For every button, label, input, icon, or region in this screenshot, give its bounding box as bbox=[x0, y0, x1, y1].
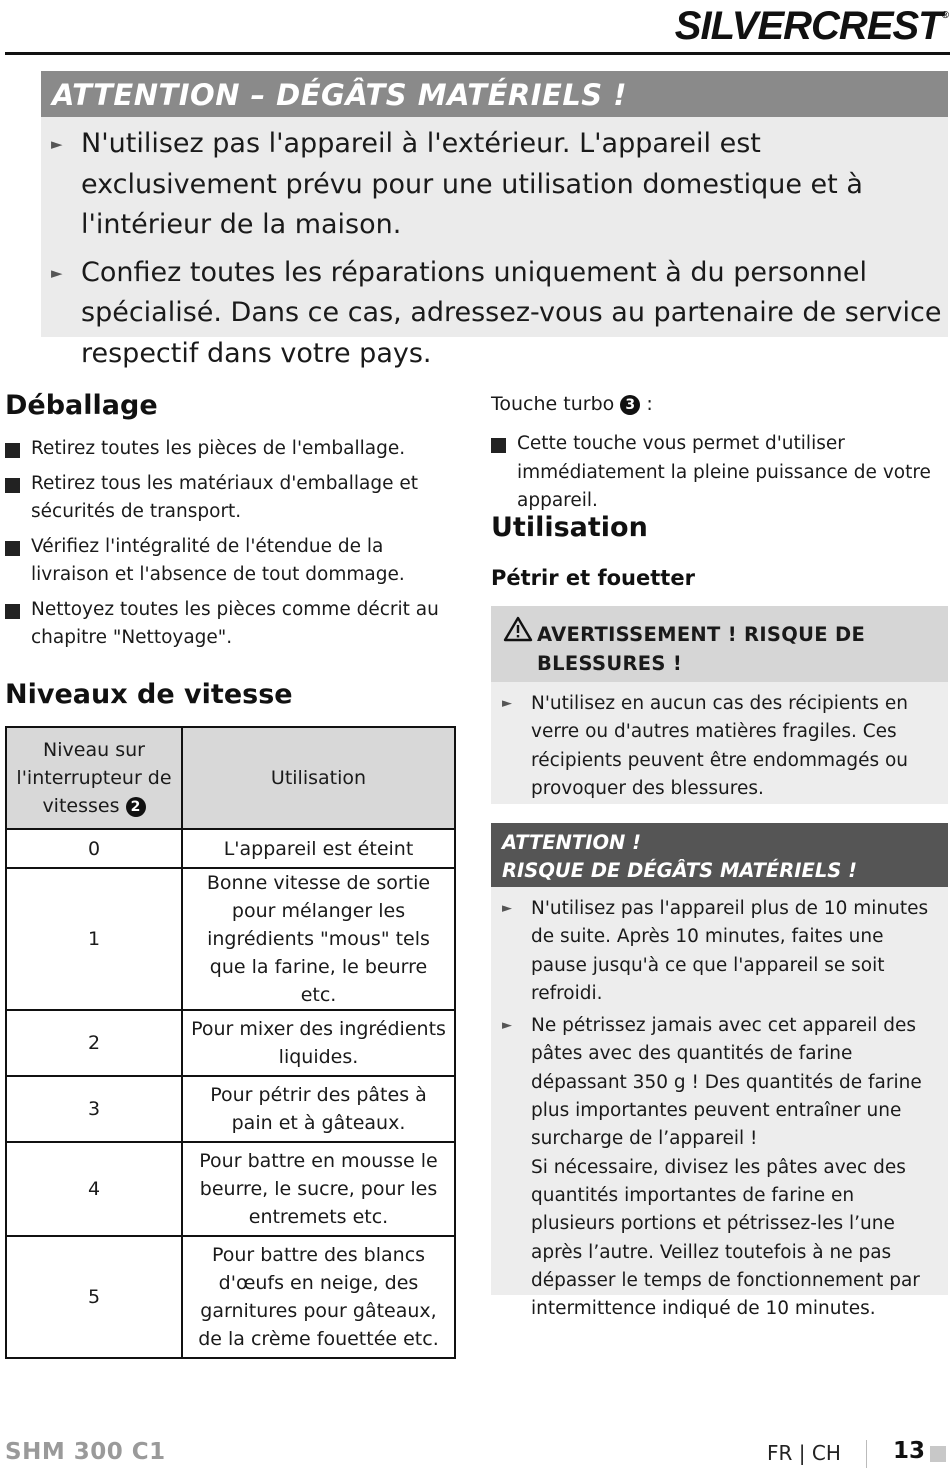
attention-title: ATTENTION – DÉGÂTS MATÉRIELS ! bbox=[41, 71, 948, 117]
arrow-icon: ► bbox=[51, 135, 63, 153]
table-cell-level: 3 bbox=[6, 1076, 182, 1142]
footer-square-icon bbox=[930, 1446, 946, 1462]
page-number: 13 bbox=[893, 1438, 926, 1464]
number-badge-icon: 3 bbox=[620, 395, 640, 415]
turbo-label: Touche turbo 3 : bbox=[491, 393, 653, 415]
list-item: ► Confiez toutes les réparations uniquement à du personnel spécialisé. Dans ce cas, adressez-vous au partenaire de service respectif dans votre pays. bbox=[41, 253, 948, 375]
list-item: Retirez toutes les pièces de l'emballage. bbox=[5, 435, 465, 464]
arrow-icon: ► bbox=[502, 901, 512, 916]
square-bullet-icon bbox=[491, 438, 506, 453]
square-bullet-icon bbox=[5, 478, 20, 493]
list-item: ► Ne pétrissez jamais avec cet appareil des pâtes avec des quantités de farine dépassant 350 g ! Des quantités de farine plus importantes peuvent entraîner une surcharge de l’appareil ! Si nécessaire, divisez les pâtes avec des quantités importantes de farine en plusieurs portions et pétrissez-les l’une après l’autre. Veillez toutefois à ne pas dépasser le temps de fonctionnement par intermittence indiqué de 10 minutes. bbox=[491, 1012, 931, 1323]
table-row bbox=[6, 829, 455, 868]
table-row bbox=[6, 868, 455, 1010]
list-item: Vérifiez l'intégralité de l'étendue de la livraison et l'absence de tout dommage. bbox=[5, 533, 465, 590]
list-item: ► N'utilisez pas l'appareil plus de 10 minutes de suite. Après 10 minutes, faites une pause jusqu'à ce que l'appareil se soit refroidi. bbox=[491, 895, 931, 1008]
footer-model: SHM 300 C1 bbox=[5, 1439, 166, 1465]
table-header-use: Utilisation bbox=[182, 727, 455, 829]
table-cell-use: L'appareil est éteint bbox=[182, 829, 455, 868]
table-cell-use: Pour mixer des ingrédients liquides. bbox=[182, 1010, 455, 1076]
table-cell-level: 5 bbox=[6, 1236, 182, 1358]
list-item: Nettoyez toutes les pièces comme décrit au chapitre "Nettoyage". bbox=[5, 596, 465, 653]
table-cell-use: Pour pétrir des pâtes à pain et à gâteaux. bbox=[182, 1076, 455, 1142]
turbo-list bbox=[491, 430, 946, 522]
attention-header: ATTENTION ! RISQUE DE DÉGÂTS MATÉRIELS ! bbox=[491, 823, 948, 887]
square-bullet-icon bbox=[5, 443, 20, 458]
number-badge-icon: 2 bbox=[126, 797, 146, 817]
table-row bbox=[6, 1236, 455, 1358]
warning-triangle-icon bbox=[503, 616, 533, 642]
deballage-list bbox=[5, 435, 465, 659]
footer-divider bbox=[866, 1440, 867, 1468]
warning-header bbox=[491, 606, 948, 682]
table-cell-level: 0 bbox=[6, 829, 182, 868]
square-bullet-icon bbox=[5, 604, 20, 619]
list-item: ► N'utilisez pas l'appareil à l'extérieur. L'appareil est exclusivement prévu pour une utilisation domestique et à l'intérieur de la maison. bbox=[41, 124, 948, 246]
section-title-utilisation: Utilisation bbox=[491, 512, 648, 543]
table-row bbox=[6, 1010, 455, 1076]
footer-lang: FR | CH bbox=[767, 1441, 841, 1465]
table-row bbox=[6, 1076, 455, 1142]
header-rule bbox=[5, 52, 950, 55]
warning-title: BLESSURES ! bbox=[537, 652, 683, 675]
arrow-icon: ► bbox=[502, 1018, 512, 1034]
table-header-row bbox=[6, 727, 455, 829]
table-cell-level: 4 bbox=[6, 1142, 182, 1236]
speed-table bbox=[5, 726, 456, 1359]
table-cell-level: 1 bbox=[6, 868, 182, 1010]
section-title-niveaux: Niveaux de vitesse bbox=[5, 679, 293, 710]
list-item: Cette touche vous permet d'utiliser immédiatement la pleine puissance de votre appareil. bbox=[491, 430, 946, 516]
table-cell-use: Pour battre en mousse le beurre, le sucre, pour les entremets etc. bbox=[182, 1142, 455, 1236]
brand-logo: SILVERCREST® bbox=[674, 4, 948, 48]
square-bullet-icon bbox=[5, 541, 20, 556]
attention-box bbox=[491, 823, 948, 1320]
arrow-icon: ► bbox=[51, 263, 63, 282]
table-cell-use: Pour battre des blancs d'œufs en neige, des garnitures pour gâteaux, de la crème fouettée etc. bbox=[182, 1236, 455, 1358]
table-cell-use: Bonne vitesse de sortie pour mélanger les ingrédients "mous" tels que la farine, le beurre etc. bbox=[182, 868, 455, 1010]
list-item: Retirez tous les matériaux d'emballage et sécurités de transport. bbox=[5, 470, 465, 527]
warning-box bbox=[491, 606, 948, 804]
warning-title: AVERTISSEMENT ! RISQUE DE bbox=[537, 623, 866, 646]
table-cell-level: 2 bbox=[6, 1010, 182, 1076]
arrow-icon: ► bbox=[502, 696, 512, 711]
attention-box-top bbox=[41, 71, 948, 369]
subsection-title: Pétrir et fouetter bbox=[491, 566, 695, 590]
table-header-level: Niveau sur l'interrupteur de vitesses 2 bbox=[6, 727, 182, 829]
list-item: ► N'utilisez en aucun cas des récipients en verre ou d'autres matières fragiles. Ces récipients peuvent être endommagés ou provoquer des blessures. bbox=[491, 690, 931, 803]
section-title-deballage: Déballage bbox=[5, 390, 158, 421]
table-row bbox=[6, 1142, 455, 1236]
